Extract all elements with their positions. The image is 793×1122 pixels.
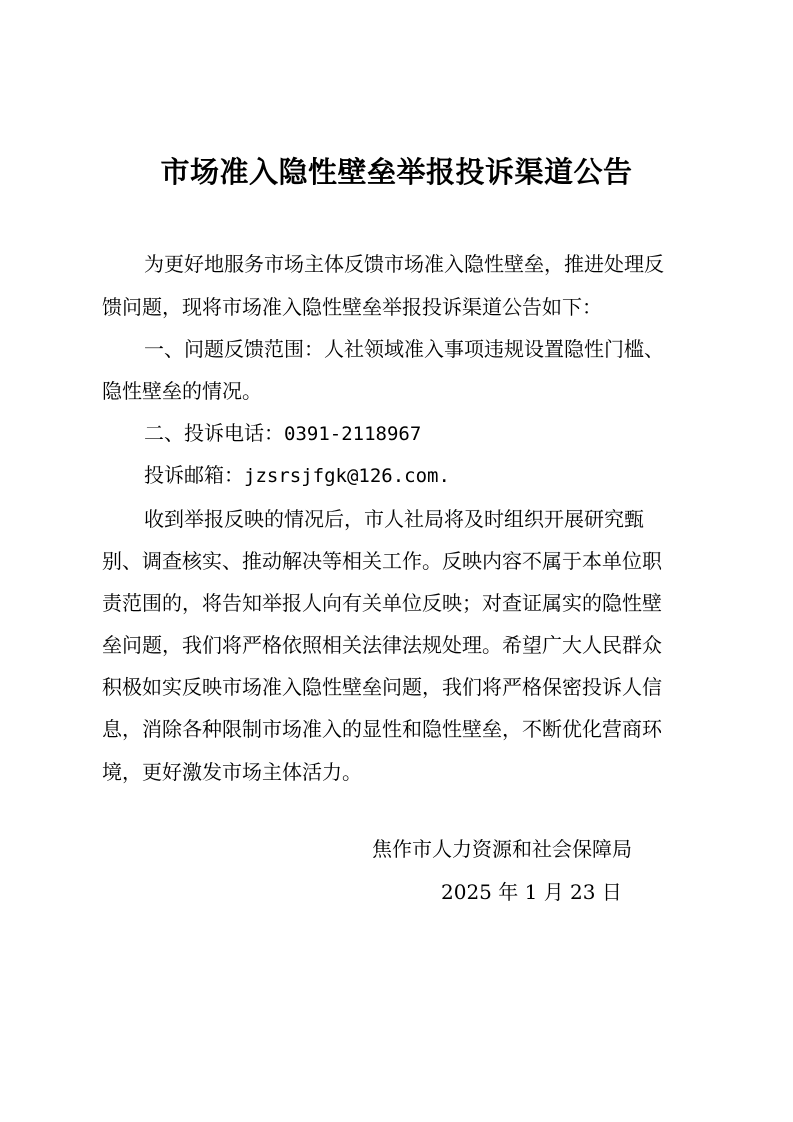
signature-organization: 焦作市人力资源和社会保障局 <box>372 837 632 861</box>
phone-label: 二、投诉电话： <box>144 421 284 445</box>
scope-line-1: 一、问题反馈范围：人社领域准入事项违规设置隐性门槛、 <box>144 337 664 361</box>
handling-line-2: 别、调查核实、推动解决等相关工作。反映内容不属于本单位职 <box>102 549 662 573</box>
handling-line-1: 收到举报反映的情况后，市人社局将及时组织开展研究甄 <box>144 507 644 531</box>
handling-line-4: 垒问题，我们将严格依照相关法律法规处理。希望广大人民群众 <box>102 633 662 657</box>
phone-number: 0391-2118967 <box>284 423 422 445</box>
handling-line-5: 积极如实反映市场准入隐性壁垒问题，我们将严格保密投诉人信 <box>102 675 662 699</box>
handling-line-7: 境，更好激发市场主体活力。 <box>102 760 362 784</box>
page-title: 市场准入隐性壁垒举报投诉渠道公告 <box>160 155 633 189</box>
email-label: 投诉邮箱： <box>144 463 244 487</box>
intro-line-1: 为更好地服务市场主体反馈市场准入隐性壁垒，推进处理反 <box>144 252 664 276</box>
signature-date: 2025 年 1 月 23 日 <box>441 880 622 904</box>
handling-line-3: 责范围的，将告知举报人向有关单位反映；对查证属实的隐性壁 <box>102 591 662 615</box>
phone-line <box>144 421 421 446</box>
handling-line-6: 息，消除各种限制市场准入的显性和隐性壁垒，不断优化营商环 <box>102 717 662 741</box>
email-line <box>144 463 450 488</box>
intro-line-2: 馈问题，现将市场准入隐性壁垒举报投诉渠道公告如下： <box>102 295 602 319</box>
email-address: jzsrsjfgk@126.com. <box>244 465 450 487</box>
scope-line-2: 隐性壁垒的情况。 <box>102 379 262 403</box>
